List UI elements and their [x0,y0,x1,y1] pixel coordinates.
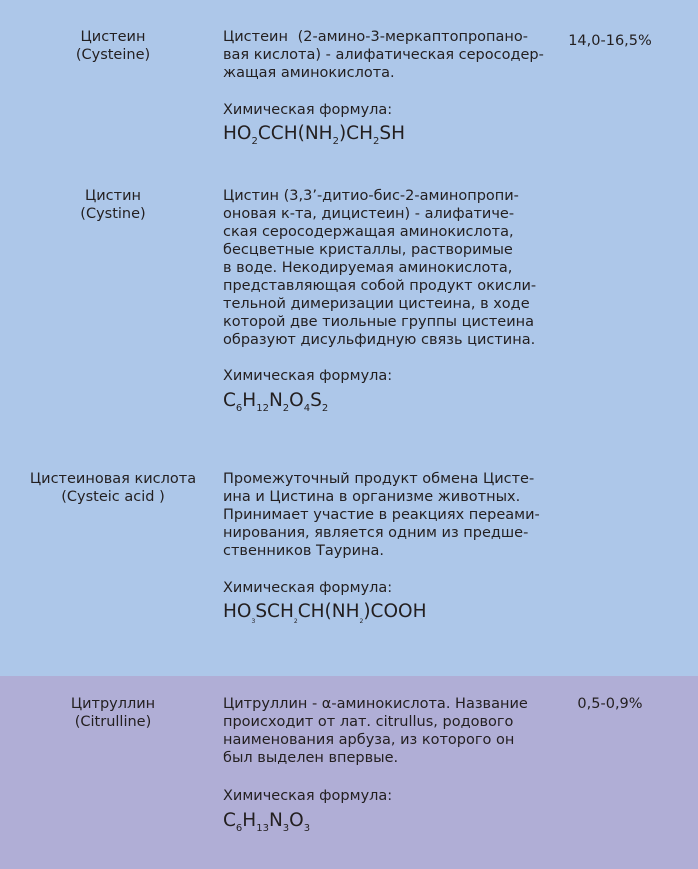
formula-label: Химическая формула: [223,788,393,804]
content-value: 14,0-16,5% [568,33,652,49]
description-line: жащая аминокислота. [223,65,395,81]
amino-acid-name [20,470,206,506]
formula-part: N [268,390,283,411]
description-line: ственников Таурина. [223,543,384,559]
description-line: ская серосодержащая аминокислота, [223,224,514,240]
formula-subscript: 2 [293,618,298,625]
description-line: наименования арбуза, из которого он [223,732,515,748]
description-line: Цистеин (2-амино-3-меркаптопропано- [223,29,528,45]
description-line: образуют дисульфидную связь цистина. [223,332,536,348]
chemical-formula [223,810,310,832]
description [223,28,544,82]
description-line: ина и Цистина в организме животных. [223,489,521,505]
description-line: которой две тиольные группы цистеина [223,314,535,330]
description-line: был выделен впервые. [223,750,399,766]
formula-label: Химическая формула: [223,580,393,596]
description [223,470,540,560]
formula-part: S [310,390,322,411]
formula-subscript: 2 [282,403,290,414]
formula-subscript: 3 [282,823,290,834]
formula-part: O [289,390,304,411]
table-section-purple [0,676,698,869]
chemical-formula [223,123,405,145]
formula-subscript: 12 [256,403,269,414]
description-line: Принимает участие в реакциях переами- [223,507,540,523]
description [223,187,537,349]
description-line: тельной димеризации цистеина, в ходе [223,296,530,312]
name-en: (Cystine) [80,206,146,222]
description [223,695,528,767]
name-en: (Citrulline) [74,714,152,730]
formula-subscript: 2 [251,136,258,147]
formula-subscript: 2 [373,136,380,147]
formula-subscript: 2 [359,618,364,625]
name-ru: Цитруллин [70,696,156,712]
name-en: (Cysteine) [75,47,151,63]
formula-subscript: 6 [235,403,243,414]
formula-part: N [268,810,283,831]
formula-part: )CH [338,123,373,144]
description-line: бесцветные кристаллы, растворимые [223,242,513,258]
description-line: оновая к-та, дицистеин) - алифатиче- [223,206,515,222]
formula-part: CH(NH [297,601,360,622]
name-en: (Cysteic acid ) [61,489,165,505]
formula-subscript: 4 [303,403,311,414]
formula-part: CCH(NH [257,123,333,144]
content-value: 0,5-0,9% [577,696,643,712]
chemical-formula [223,601,427,623]
formula-part: SCH [255,601,294,622]
chemical-formula [223,390,328,412]
formula-part: H [242,810,257,831]
description-line: в воде. Некодируемая аминокислота, [223,260,513,276]
formula-part: HO [223,123,252,144]
description-line: представляющая собой продукт окисли- [223,278,537,294]
formula-part: H [242,390,257,411]
amino-acid-name [20,28,206,64]
formula-part: )COOH [363,601,427,622]
formula-part: SH [379,123,406,144]
description-line: Цистин (3,3’-дитио-бис-2-аминопропи- [223,188,519,204]
formula-subscript: 13 [256,823,269,834]
formula-subscript: 2 [321,403,329,414]
formula-label: Химическая формула: [223,102,393,118]
description-line: вая кислота) - алифатическая серосодер- [223,47,544,63]
description-line: нирования, является одним из предше- [223,525,529,541]
formula-label: Химическая формула: [223,368,393,384]
formula-subscript: 3 [251,618,256,625]
amino-acid-name [20,695,206,731]
description-line: Цитруллин - α-аминокислота. Название [223,696,528,712]
name-ru: Цистин [84,188,141,204]
formula-part: O [289,810,304,831]
description-line: Промежуточный продукт обмена Цисте- [223,471,535,487]
description-line: происходит от лат. citrullus, родового [223,714,514,730]
formula-part: HO [223,601,252,622]
formula-subscript: 2 [332,136,339,147]
formula-part: C [223,810,236,831]
name-ru: Цистеин [80,29,146,45]
amino-acid-name [20,187,206,223]
formula-subscript: 6 [235,823,243,834]
formula-subscript: 3 [303,823,311,834]
formula-part: C [223,390,236,411]
name-ru: Цистеиновая кислота [29,471,197,487]
